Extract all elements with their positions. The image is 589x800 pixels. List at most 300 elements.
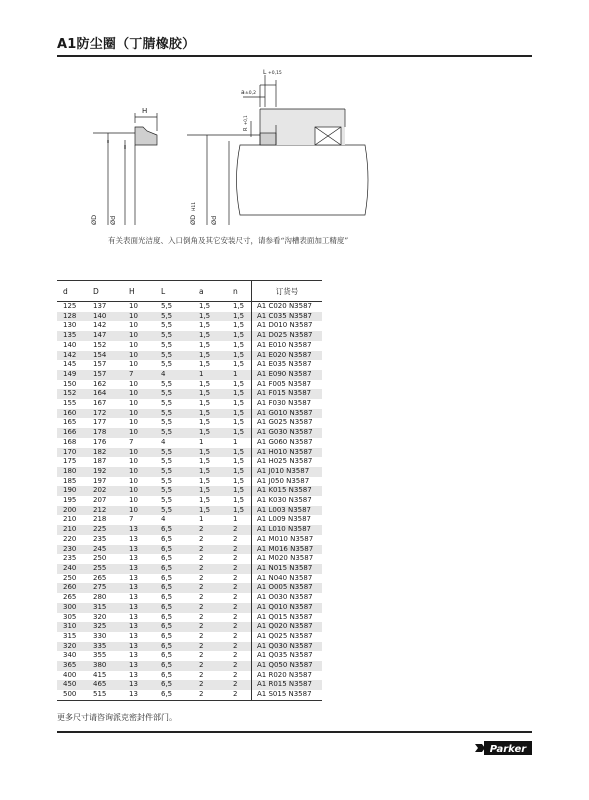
header-n: n [227, 281, 252, 302]
cell-d: 235 [63, 554, 77, 563]
cell-n: 1 [227, 370, 252, 380]
cell-n: 2 [233, 593, 238, 602]
cell-order-number: A1 E090 N3587 [252, 370, 323, 380]
cell-a: 1,5 [193, 486, 227, 496]
logo-text: Parker [489, 744, 527, 755]
cell-n: 1,5 [227, 389, 252, 399]
cell-order-number: A1 F015 N3587 [252, 389, 323, 399]
table-row [57, 515, 322, 525]
cell-D: 265 [93, 573, 107, 582]
cell-D: 192 [87, 467, 123, 477]
cell-a: 2 [193, 525, 227, 535]
cell-H: 10 [123, 331, 155, 341]
table-row [57, 360, 322, 370]
cell-a: 2 [193, 583, 227, 593]
cell-order-number: A1 M020 N3587 [252, 554, 323, 564]
cell-d: 145 [63, 360, 77, 369]
footnote: 更多尺寸请咨询派克密封件部门。 [57, 713, 177, 722]
cell-H: 10 [123, 409, 155, 419]
cell-L: 5,5 [161, 321, 173, 330]
cell-a: 2 [193, 680, 227, 690]
table-row [57, 690, 322, 700]
cell-d: 149 [57, 370, 87, 380]
cell-D: 157 [87, 370, 123, 380]
cell-a: 2 [199, 573, 204, 582]
cell-H: 13 [123, 680, 155, 690]
cell-D: 212 [87, 506, 123, 516]
cell-order-number: A1 R015 N3587 [252, 680, 323, 690]
cell-d: 170 [57, 448, 87, 458]
cell-order-number: A1 F030 N3587 [252, 399, 323, 409]
label-L-tolerance: +0,15 [268, 71, 282, 76]
cell-a: 1 [199, 515, 204, 524]
cell-L: 5,5 [161, 418, 173, 427]
table-row [57, 564, 322, 574]
cell-L: 6,5 [161, 651, 173, 660]
cell-H: 13 [123, 545, 155, 555]
cell-L: 6,5 [161, 554, 173, 563]
cell-a: 1,5 [199, 302, 211, 310]
cell-order-number: A1 G010 N3587 [252, 409, 323, 419]
cell-L: 6,5 [155, 525, 193, 535]
cell-order-number: A1 L010 N3587 [252, 525, 323, 535]
cell-order-number: A1 Q030 N3587 [252, 642, 323, 652]
cell-L: 6,5 [155, 622, 193, 632]
cell-a: 2 [199, 593, 204, 602]
cell-a: 1,5 [199, 360, 211, 369]
cell-n: 1,5 [233, 379, 245, 388]
cell-n: 1,5 [233, 340, 245, 349]
cell-D: 147 [87, 331, 123, 341]
cell-d: 210 [63, 515, 77, 524]
cell-L: 5,5 [155, 467, 193, 477]
table-row [57, 603, 322, 613]
cell-d: 130 [63, 321, 77, 330]
cell-d: 125 [63, 302, 77, 310]
cell-a: 2 [193, 545, 227, 555]
cell-n: 1,5 [227, 312, 252, 322]
cell-D: 178 [87, 428, 123, 438]
cell-H: 13 [123, 661, 155, 671]
table-row [57, 486, 322, 496]
cell-a: 2 [199, 651, 204, 660]
header-a: a [193, 281, 227, 302]
cell-D: 154 [87, 351, 123, 361]
table-row [57, 535, 322, 545]
cell-D: 142 [93, 321, 107, 330]
cell-D: 152 [93, 340, 107, 349]
cell-a: 2 [193, 661, 227, 671]
cell-d: 320 [57, 642, 87, 652]
cell-d: 220 [63, 534, 77, 543]
cell-order-number: A1 M016 N3587 [252, 545, 323, 555]
cell-a: 1,5 [193, 331, 227, 341]
cell-n: 2 [227, 583, 252, 593]
cell-order-number: A1 G025 N3587 [252, 418, 323, 428]
cell-order-number: A1 J050 N3587 [252, 477, 323, 487]
table-row [57, 506, 322, 516]
cell-n: 1,5 [233, 476, 245, 485]
cell-a: 1,5 [193, 389, 227, 399]
cell-D: 140 [87, 312, 123, 322]
cell-L: 5,5 [161, 340, 173, 349]
cell-order-number: A1 D010 N3587 [252, 321, 323, 331]
cell-D: 355 [93, 651, 107, 660]
cell-a: 1,5 [199, 457, 211, 466]
cell-n: 1,5 [233, 302, 245, 310]
cell-D: 380 [87, 661, 123, 671]
cell-H: 10 [123, 448, 155, 458]
cell-a: 1,5 [199, 476, 211, 485]
cell-n: 2 [227, 690, 252, 700]
cell-n: 1,5 [227, 506, 252, 516]
cell-a: 1,5 [199, 399, 211, 408]
cell-a: 1,5 [193, 428, 227, 438]
cell-a: 1,5 [199, 340, 211, 349]
cell-D: 202 [87, 486, 123, 496]
cell-order-number: A1 N015 N3587 [252, 564, 323, 574]
cell-D: 164 [87, 389, 123, 399]
cell-D: 207 [93, 496, 107, 505]
cell-n: 1,5 [233, 360, 245, 369]
cell-n: 2 [233, 554, 238, 563]
cell-L: 6,5 [161, 631, 173, 640]
cell-H: 13 [123, 603, 155, 613]
cell-L: 6,5 [155, 583, 193, 593]
cell-a: 2 [193, 603, 227, 613]
cell-n: 1,5 [233, 457, 245, 466]
cell-D: 197 [93, 476, 107, 485]
cell-n: 1,5 [233, 399, 245, 408]
cell-order-number: A1 M010 N3587 [252, 535, 323, 545]
cell-d: 400 [63, 670, 77, 679]
cell-n: 1 [233, 437, 238, 446]
table-row [57, 448, 322, 458]
cell-L: 5,5 [155, 389, 193, 399]
cell-H: 10 [129, 496, 138, 505]
table-row [57, 632, 322, 642]
cell-n: 2 [227, 525, 252, 535]
cell-L: 6,5 [161, 534, 173, 543]
header-H: H [123, 281, 155, 302]
cell-L: 6,5 [155, 642, 193, 652]
cell-a: 1,5 [193, 409, 227, 419]
cell-order-number: A1 H010 N3587 [252, 448, 323, 458]
label-L: L [263, 69, 267, 76]
cell-d: 260 [57, 583, 87, 593]
cell-L: 5,5 [161, 379, 173, 388]
cell-order-number: A1 S015 N3587 [252, 690, 323, 700]
cell-order-number: A1 G060 N3587 [252, 438, 323, 448]
cell-a: 2 [193, 642, 227, 652]
cell-L: 6,5 [161, 670, 173, 679]
cell-n: 1,5 [233, 418, 245, 427]
cell-L: 6,5 [161, 573, 173, 582]
cell-d: 166 [57, 428, 87, 438]
cell-order-number: A1 C035 N3587 [252, 312, 323, 322]
table-body [57, 302, 322, 701]
cell-L: 5,5 [161, 457, 173, 466]
table-row [57, 399, 322, 409]
cell-a: 2 [199, 631, 204, 640]
table-row [57, 554, 322, 564]
cell-L: 5,5 [155, 331, 193, 341]
cell-L: 5,5 [161, 302, 173, 310]
cell-order-number: A1 E020 N3587 [252, 351, 323, 361]
cell-L: 5,5 [155, 428, 193, 438]
cell-H: 10 [129, 321, 138, 330]
cell-d: 310 [57, 622, 87, 632]
cell-d: 305 [63, 612, 77, 621]
cell-n: 2 [233, 573, 238, 582]
cell-L: 6,5 [155, 661, 193, 671]
table-row [57, 409, 322, 419]
table-row [57, 622, 322, 632]
cell-n: 2 [227, 680, 252, 690]
cell-d: 168 [63, 437, 77, 446]
cell-d: 140 [63, 340, 77, 349]
cell-L: 4 [161, 515, 166, 524]
cell-L: 5,5 [161, 360, 173, 369]
cell-L: 6,5 [161, 593, 173, 602]
cell-L: 6,5 [155, 545, 193, 555]
label-D-H11: ØD [189, 214, 197, 225]
cell-D: 330 [93, 631, 107, 640]
header-order-number: 订货号 [252, 281, 323, 302]
cell-a: 1 [199, 437, 204, 446]
cell-a: 2 [199, 554, 204, 563]
cell-D: 255 [87, 564, 123, 574]
label-d-left: Ød [109, 215, 117, 225]
cell-D: 315 [87, 603, 123, 613]
cell-H: 10 [129, 476, 138, 485]
cell-H: 13 [129, 534, 138, 543]
cell-D: 320 [93, 612, 107, 621]
table-row [57, 351, 322, 361]
cell-d: 152 [57, 389, 87, 399]
cell-a: 1,5 [199, 379, 211, 388]
cell-order-number: A1 G030 N3587 [252, 428, 323, 438]
cell-a: 1,5 [193, 506, 227, 516]
cell-order-number: A1 O005 N3587 [252, 583, 323, 593]
cell-n: 2 [227, 545, 252, 555]
cell-D: 157 [93, 360, 107, 369]
table-header-row [57, 281, 322, 302]
cell-H: 10 [123, 467, 155, 477]
drawing-caption: 有关表面光洁度、入口倒角及其它安装尺寸，请参看“沟槽表面加工精度” [108, 236, 349, 245]
cell-H: 13 [129, 573, 138, 582]
cell-L: 6,5 [155, 690, 193, 700]
cell-H: 10 [129, 399, 138, 408]
cell-D: 515 [87, 690, 123, 700]
dimension-table [57, 280, 322, 701]
header-d: d [57, 281, 87, 302]
table-row [57, 302, 322, 312]
cell-H: 7 [129, 437, 134, 446]
cell-L: 5,5 [155, 409, 193, 419]
cell-n: 1,5 [227, 409, 252, 419]
cell-H: 10 [129, 360, 138, 369]
cell-order-number: A1 Q015 N3587 [252, 613, 323, 623]
table-row [57, 467, 322, 477]
cell-L: 6,5 [155, 603, 193, 613]
cell-D: 162 [93, 379, 107, 388]
cell-H: 10 [123, 312, 155, 322]
cell-n: 2 [233, 534, 238, 543]
cell-L: 5,5 [155, 448, 193, 458]
cell-n: 2 [233, 612, 238, 621]
cell-order-number: A1 D025 N3587 [252, 331, 323, 341]
cell-order-number: A1 E010 N3587 [252, 341, 323, 351]
cell-H: 13 [129, 554, 138, 563]
cell-H: 13 [129, 651, 138, 660]
cell-H: 13 [129, 593, 138, 602]
cell-L: 6,5 [155, 564, 193, 574]
cell-D: 335 [87, 642, 123, 652]
table-row [57, 477, 322, 487]
table-row [57, 496, 322, 506]
cell-a: 2 [193, 690, 227, 700]
cell-a: 1,5 [193, 448, 227, 458]
cell-n: 1,5 [227, 428, 252, 438]
table-row [57, 593, 322, 603]
cell-a: 2 [193, 622, 227, 632]
cell-order-number: A1 Q025 N3587 [252, 632, 323, 642]
label-d-right: Ød [210, 215, 218, 225]
cell-H: 13 [129, 612, 138, 621]
cell-order-number: A1 Q050 N3587 [252, 661, 323, 671]
cell-D: 137 [93, 302, 107, 310]
cell-order-number: A1 C020 N3587 [252, 302, 323, 312]
table-row [57, 642, 322, 652]
cell-D: 182 [87, 448, 123, 458]
cell-H: 13 [123, 690, 155, 700]
cell-H: 10 [123, 351, 155, 361]
cell-a: 2 [199, 612, 204, 621]
table-row [57, 389, 322, 399]
cell-L: 5,5 [155, 486, 193, 496]
cell-L: 5,5 [161, 399, 173, 408]
cell-order-number: A1 L003 N3587 [252, 506, 323, 516]
label-a-tolerance: ±0,2 [245, 91, 256, 96]
label-a: a [241, 89, 245, 96]
cell-a: 1,5 [193, 312, 227, 322]
table-row [57, 525, 322, 535]
cell-d: 190 [57, 486, 87, 496]
table-row [57, 312, 322, 322]
cell-order-number: A1 J010 N3587 [252, 467, 323, 477]
cell-d: 150 [63, 379, 77, 388]
cell-a: 2 [199, 670, 204, 679]
cell-H: 10 [123, 428, 155, 438]
cell-order-number: A1 E035 N3587 [252, 360, 323, 370]
table-row [57, 370, 322, 380]
cell-d: 200 [57, 506, 87, 516]
cell-order-number: A1 Q035 N3587 [252, 651, 323, 661]
cell-L: 5,5 [155, 351, 193, 361]
table-row [57, 661, 322, 671]
cell-D: 465 [87, 680, 123, 690]
cell-H: 13 [129, 631, 138, 640]
cell-d: 180 [57, 467, 87, 477]
cell-D: 325 [87, 622, 123, 632]
cell-D: 415 [93, 670, 107, 679]
cell-a: 1,5 [199, 321, 211, 330]
cell-order-number: A1 Q010 N3587 [252, 603, 323, 613]
cell-n: 2 [227, 622, 252, 632]
cell-H: 13 [123, 642, 155, 652]
cell-H: 10 [129, 302, 138, 310]
cell-n: 1 [233, 515, 238, 524]
cell-L: 6,5 [155, 680, 193, 690]
label-gap-tolerance: +0,1 [243, 115, 248, 125]
table-row [57, 341, 322, 351]
cell-order-number: A1 F005 N3587 [252, 380, 323, 390]
cell-order-number: A1 K030 N3587 [252, 496, 323, 506]
table-row [57, 321, 322, 331]
cell-n: 1,5 [227, 486, 252, 496]
cell-order-number: A1 R020 N3587 [252, 671, 323, 681]
cell-d: 230 [57, 545, 87, 555]
cell-L: 5,5 [155, 506, 193, 516]
cell-order-number: A1 N040 N3587 [252, 574, 323, 584]
cell-d: 500 [57, 690, 87, 700]
table-row [57, 574, 322, 584]
cell-d: 250 [63, 573, 77, 582]
cell-L: 5,5 [155, 312, 193, 322]
cell-H: 10 [129, 379, 138, 388]
cell-order-number: A1 L009 N3587 [252, 515, 323, 525]
cell-a: 2 [193, 564, 227, 574]
cell-order-number: A1 O030 N3587 [252, 593, 323, 603]
cell-d: 315 [63, 631, 77, 640]
cell-H: 7 [129, 515, 134, 524]
cell-a: 1,5 [193, 351, 227, 361]
cell-n: 2 [227, 603, 252, 613]
cell-d: 165 [63, 418, 77, 427]
cell-D: 167 [93, 399, 107, 408]
cell-H: 10 [123, 506, 155, 516]
cell-d: 450 [57, 680, 87, 690]
seal-installation-drawing [75, 65, 395, 235]
table-row [57, 671, 322, 681]
cell-H: 13 [123, 564, 155, 574]
cell-d: 142 [57, 351, 87, 361]
cell-d: 195 [63, 496, 77, 505]
cell-D: 225 [87, 525, 123, 535]
table-row [57, 380, 322, 390]
parker-logo [474, 738, 532, 758]
cell-L: 6,5 [161, 612, 173, 621]
cell-order-number: A1 K015 N3587 [252, 486, 323, 496]
cell-D: 275 [87, 583, 123, 593]
cell-H: 10 [129, 340, 138, 349]
cell-d: 365 [57, 661, 87, 671]
cell-L: 5,5 [161, 476, 173, 485]
cell-d: 185 [63, 476, 77, 485]
cell-L: 4 [155, 370, 193, 380]
cell-H: 13 [123, 583, 155, 593]
cell-d: 160 [57, 409, 87, 419]
table-row [57, 651, 322, 661]
table-row [57, 428, 322, 438]
label-H: H [142, 107, 148, 115]
cell-n: 1,5 [227, 351, 252, 361]
table-row [57, 613, 322, 623]
cell-H: 10 [129, 418, 138, 427]
cell-a: 1,5 [199, 496, 211, 505]
cell-D: 245 [87, 545, 123, 555]
